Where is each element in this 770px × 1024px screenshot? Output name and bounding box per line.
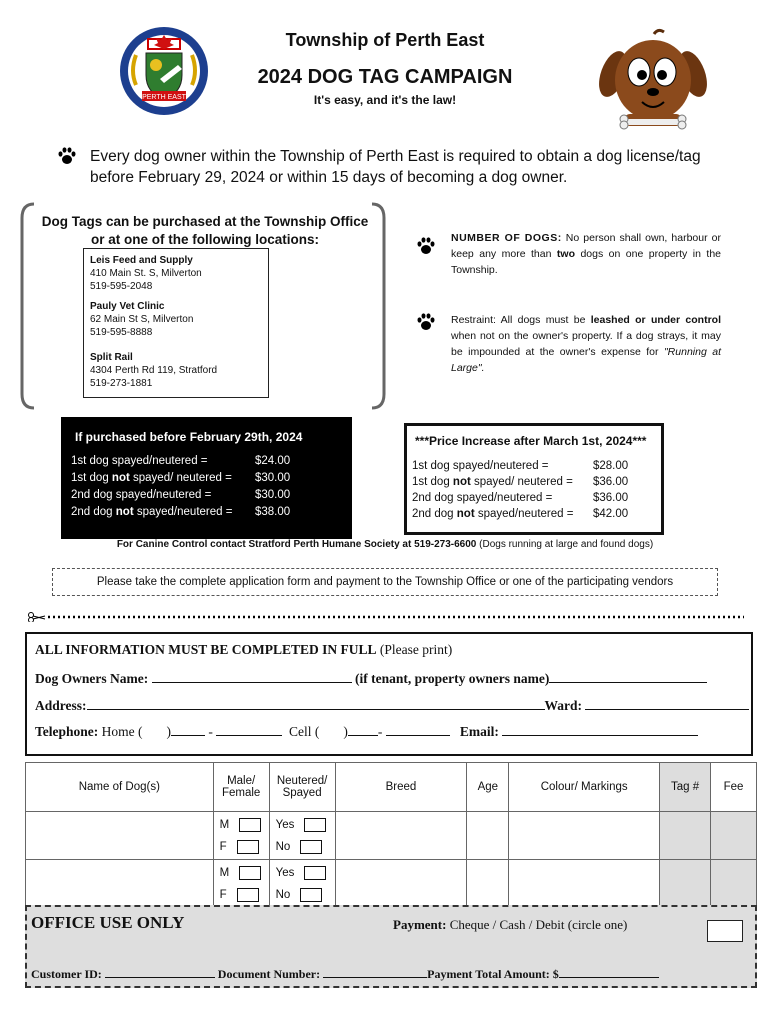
female-checkbox[interactable] <box>237 840 259 854</box>
payment-total-field[interactable] <box>559 965 659 978</box>
vendors-heading: Dog Tags can be purchased at the Township Office or at one of the following locations: <box>41 214 369 247</box>
dog-name-cell[interactable] <box>26 860 214 908</box>
colour-cell[interactable] <box>509 860 660 908</box>
vendor-item: Leis Feed and Supply 410 Main St. S, Milverton 519-595-2048 <box>90 255 202 292</box>
vendor-item: Split Rail 4304 Perth Rd 119, Stratford 519-273-1881 <box>90 352 218 389</box>
customer-id-field[interactable] <box>105 965 215 978</box>
price-before-heading: If purchased before February 29th, 2024 <box>75 430 303 444</box>
breed-cell[interactable] <box>335 812 467 860</box>
canine-control-contact: For Canine Control contact Stratford Perth Humane Society at 519-273-6600 (Dogs running at large and found dogs) <box>116 539 654 550</box>
table-header-row <box>26 763 757 812</box>
office-checkbox[interactable] <box>707 920 743 942</box>
cartoon-dog-illustration <box>598 28 708 132</box>
col-header: Neutered/ Spayed <box>269 763 335 812</box>
col-header: Male/ Female <box>213 763 269 812</box>
table-row <box>26 812 757 860</box>
payment-method-line: Payment: Cheque / Cash / Debit (circle one) <box>393 917 628 932</box>
sex-cell: M F <box>213 860 269 908</box>
price-row: 2nd dog spayed/neutered = $30.00 <box>71 489 291 501</box>
township-title: Township of Perth East <box>285 30 485 50</box>
vendor-item: Pauly Vet Clinic 62 Main St S, Milverton 519-595-8888 <box>90 301 194 338</box>
breed-cell[interactable] <box>335 860 467 908</box>
col-header: Breed <box>335 763 467 812</box>
neutered-yes-checkbox[interactable] <box>304 818 326 832</box>
paw-print-icon <box>57 146 77 166</box>
neutered-yes-checkbox[interactable] <box>304 866 326 880</box>
price-row: 1st dog not spayed/ neutered = $36.00 <box>412 476 629 488</box>
age-cell[interactable] <box>467 860 509 908</box>
owner-info-form <box>25 632 753 756</box>
owner-name-field[interactable] <box>152 670 352 683</box>
home-phone-prefix-field[interactable] <box>171 723 205 736</box>
colour-cell[interactable] <box>509 812 660 860</box>
price-after-heading: ***Price Increase after March 1st, 2024*** <box>415 434 647 448</box>
home-phone-field[interactable] <box>216 723 282 736</box>
price-row: 2nd dog not spayed/neutered = $38.00 <box>71 506 291 518</box>
sex-cell: M F <box>213 812 269 860</box>
price-box-before <box>61 417 352 539</box>
intro-statement: Every dog owner within the Township of Perth East is required to obtain a dog license/tag before February 29, 2024 or within 15 days of becoming a dog owner. <box>90 148 701 186</box>
cell-phone-field[interactable] <box>386 723 450 736</box>
document-number-field[interactable] <box>323 965 427 978</box>
submission-notice: Please take the complete application form and payment to the Township Office or one of the participating vendors <box>52 568 718 596</box>
tag-cell <box>660 812 711 860</box>
table-row <box>26 860 757 908</box>
col-header: Name of Dog(s) <box>26 763 214 812</box>
female-checkbox[interactable] <box>237 888 259 902</box>
fee-cell <box>711 860 757 908</box>
price-row: 2nd dog spayed/neutered = $36.00 <box>412 492 629 504</box>
email-field[interactable] <box>502 723 698 736</box>
neutered-no-checkbox[interactable] <box>300 840 322 854</box>
cell-prefix-field[interactable] <box>348 723 378 736</box>
owner-name-line: Dog Owners Name: (if tenant, property owners name) <box>35 670 707 687</box>
price-box-after <box>404 423 664 535</box>
vendors-list <box>83 248 269 398</box>
office-use-section <box>25 905 757 988</box>
neuter-cell: Yes No <box>269 860 335 908</box>
paw-print-icon <box>416 236 436 256</box>
office-use-title: OFFICE USE ONLY <box>31 913 185 932</box>
dog-details-table <box>25 762 757 908</box>
telephone-line: Telephone: Home ( ) - Cell ( ) - Email: <box>35 723 698 740</box>
age-cell[interactable] <box>467 812 509 860</box>
svg-text:PERTH EAST: PERTH EAST <box>142 94 186 101</box>
address-line: Address: Ward: <box>35 697 749 714</box>
paw-print-icon <box>416 312 436 332</box>
form-heading: ALL INFORMATION MUST BE COMPLETED IN FULL (Please print) <box>35 642 453 657</box>
restraint-rule: Restraint: All dogs must be leashed or under control when not on the owner's property. If a dog strays, it may be impounded at the owner's expense for "Running at Large". <box>451 314 722 374</box>
male-checkbox[interactable] <box>239 866 261 880</box>
price-row: 1st dog spayed/neutered = $24.00 <box>71 455 291 467</box>
office-reference-line: Customer ID: Document Number: Payment Total Amount: $ <box>31 965 659 982</box>
col-header: Age <box>467 763 509 812</box>
neuter-cell: Yes No <box>269 812 335 860</box>
col-header: Tag # <box>660 763 711 812</box>
tagline: It's easy, and it's the law! <box>313 93 457 107</box>
male-checkbox[interactable] <box>239 818 261 832</box>
neutered-no-checkbox[interactable] <box>300 888 322 902</box>
property-owner-field[interactable] <box>549 670 707 683</box>
fee-cell <box>711 812 757 860</box>
ward-field[interactable] <box>585 697 749 710</box>
scissors-cut-line <box>28 612 744 622</box>
number-of-dogs-rule: NUMBER OF DOGS: No person shall own, harbour or keep any more than two dogs on one property in the Township. <box>451 232 721 276</box>
tag-cell <box>660 860 711 908</box>
price-row: 1st dog spayed/neutered = $28.00 <box>412 460 629 472</box>
price-row: 1st dog not spayed/ neutered = $30.00 <box>71 472 291 484</box>
address-field[interactable] <box>87 697 545 710</box>
campaign-title: 2024 DOG TAG CAMPAIGN <box>257 66 513 88</box>
dog-name-cell[interactable] <box>26 812 214 860</box>
col-header: Colour/ Markings <box>509 763 660 812</box>
price-row: 2nd dog not spayed/neutered = $42.00 <box>412 508 629 520</box>
col-header: Fee <box>711 763 757 812</box>
